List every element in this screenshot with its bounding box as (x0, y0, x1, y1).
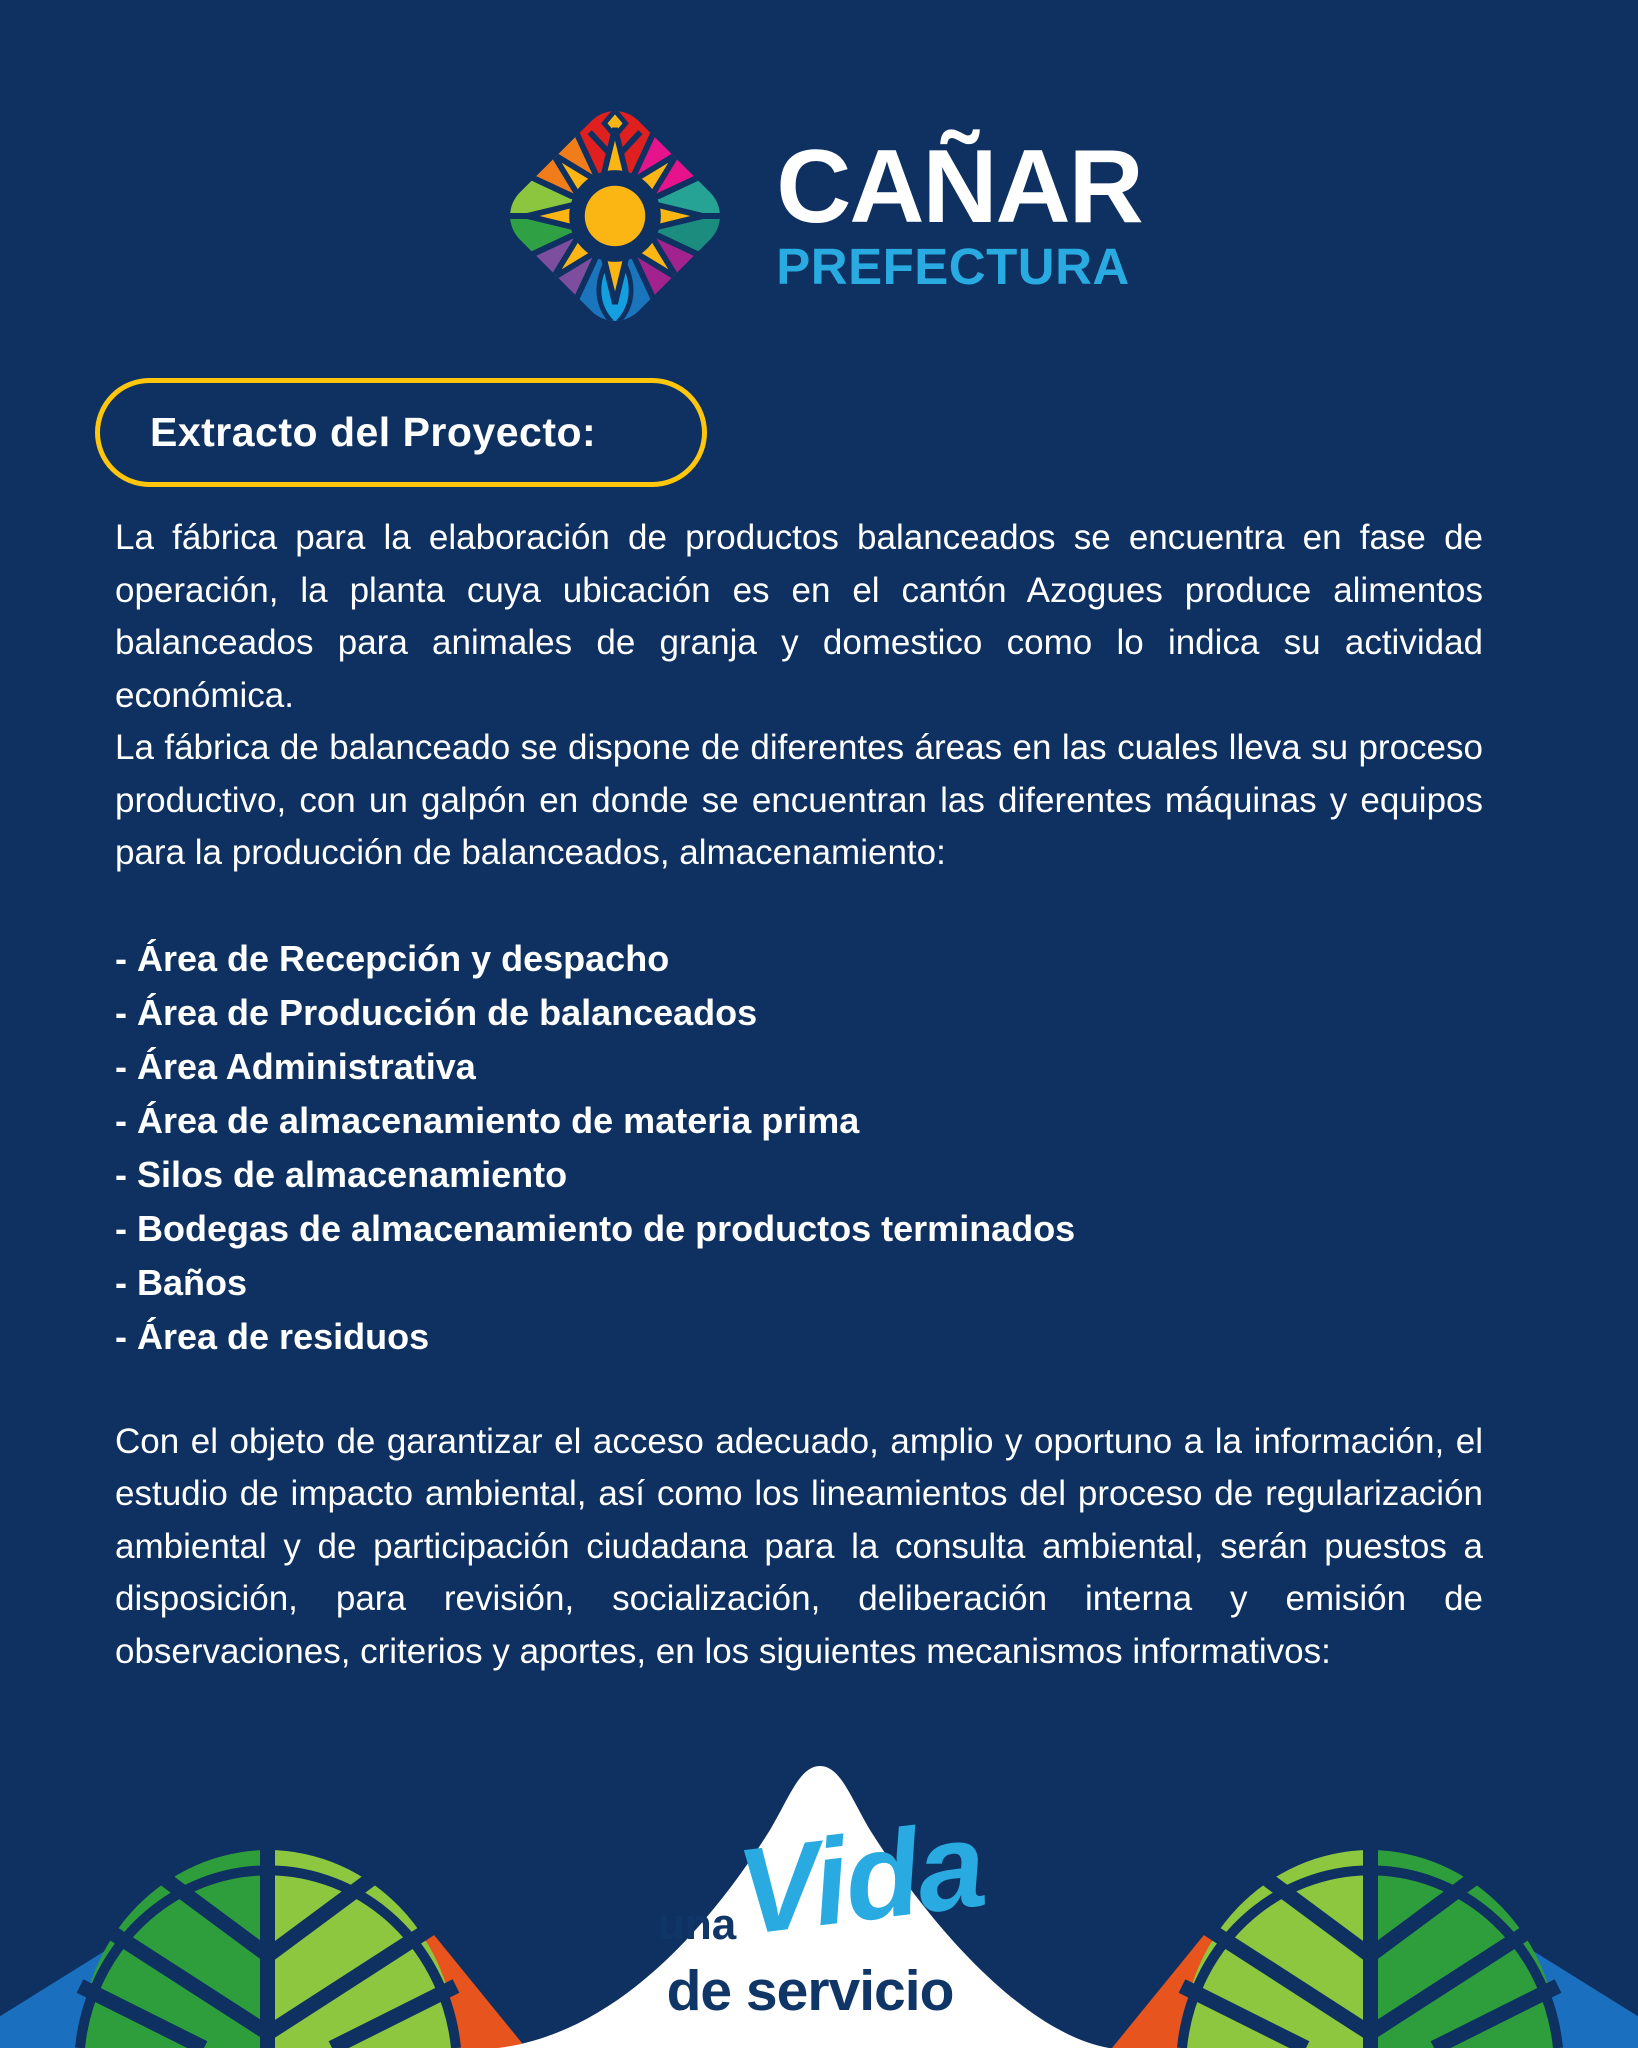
list-item: - Área de Producción de balanceados (115, 991, 758, 1033)
paragraph-plant-areas-intro: La fábrica de balanceado se dispone de diferentes áreas en las cuales lleva su proceso productivo, con un galpón en donde se encuentran las diferentes máquinas y equipos para la producción de balanceados, almacenamiento: (115, 728, 1483, 872)
brand-name: CAÑAR (776, 128, 1142, 245)
tagline-vida: Vida (730, 1795, 991, 1961)
areas-list (115, 932, 1483, 1364)
paragraph-consultation-info: Con el objeto de garantizar el acceso adecuado, amplio y oportuno a la información, el estudio de impacto ambiental, así como los lineamientos del proceso de regularización ambiental y de participación ciudadana para la consulta ambiental, serán puestos a disposición, para revisión, socialización, deliberación interna y emisión de observaciones, criterios y aportes, en los siguientes mecanismos informativos: (115, 1421, 1483, 1671)
project-extract-text (115, 512, 1483, 1678)
brand-header (0, 92, 1638, 340)
list-item: - Baños (115, 1261, 248, 1303)
list-item: - Área de almacenamiento de materia prima (115, 1099, 860, 1141)
list-item: - Área de residuos (115, 1315, 430, 1357)
extract-title-label: Extracto del Proyecto: (150, 409, 597, 455)
tagline-una: una (658, 1900, 737, 1949)
brand-subtitle: PREFECTURA (776, 238, 1130, 296)
brand-wordmark (776, 128, 1142, 296)
list-item: - Bodegas de almacenamiento de productos terminados (115, 1207, 1076, 1249)
tagline-servicio: de servicio (666, 1959, 954, 2023)
prefecture-sun-logo-icon (496, 92, 734, 340)
paragraph-project-description: La fábrica para la elaboración de productos balanceados se encuentra en fase de operación, la planta cuya ubicación es en el cantón Azogues produce alimentos balanceados para animales de granja y domestico como lo indica su actividad económica. (115, 518, 1483, 715)
extract-title-box (95, 378, 707, 487)
mountain-shape (430, 1750, 1190, 2048)
list-item: - Área de Recepción y despacho (115, 937, 670, 979)
list-item: - Silos de almacenamiento (115, 1153, 568, 1195)
list-item: - Área Administrativa (115, 1045, 476, 1087)
